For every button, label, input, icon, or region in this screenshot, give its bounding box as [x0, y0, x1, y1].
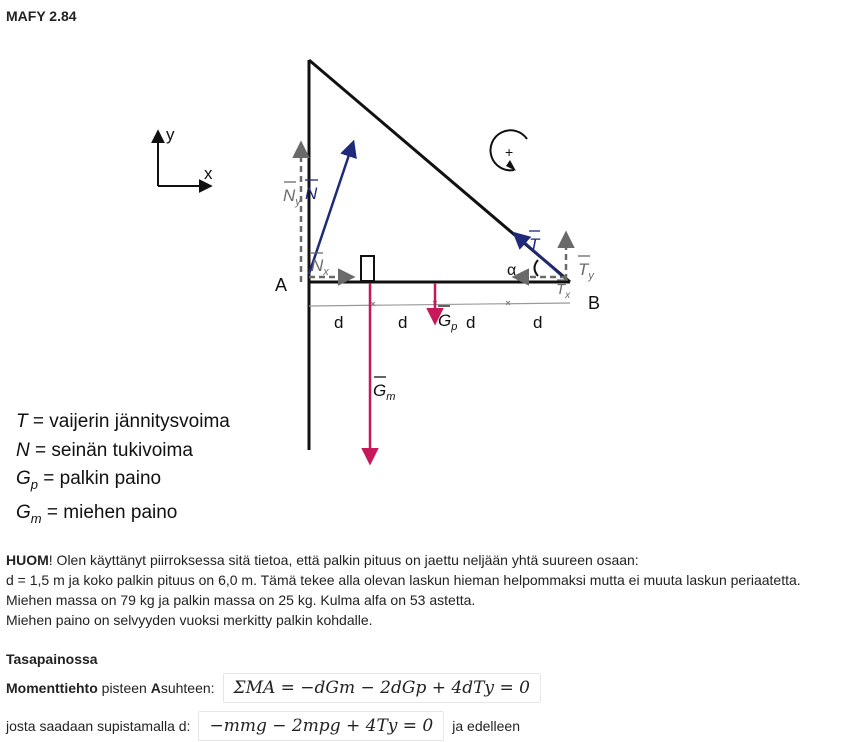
reduce-row: josta saadaan supistamalla d: −mmg − 2mpg + 4Ty = 0 ja edelleen — [6, 711, 520, 741]
svg-text:Ty — [578, 260, 595, 282]
legend-item-n: N = seinän tukivoima — [16, 439, 193, 461]
moment-row: Momenttiehto pisteen A suhteen: ΣMA = −dGm − 2dGp + 4dTy = 0 — [6, 673, 549, 703]
x-axis-label: x — [204, 164, 213, 183]
label-gp — [438, 306, 457, 333]
page-title: MAFY 2.84 — [6, 8, 77, 24]
note-line-4: Miehen paino on selvyyden vuoksi merkitty palkin kohdalle. — [6, 612, 373, 628]
label-ny-sub: y — [295, 196, 301, 208]
label-gp-sub: p — [451, 321, 458, 333]
label-nx — [311, 253, 329, 278]
distance-line — [309, 301, 570, 306]
label-gm — [373, 377, 395, 403]
legend-item-gp: $G_p$ = palkin paino — [16, 468, 162, 492]
label-gm-sub: m — [386, 391, 396, 403]
label-t-sym: T — [529, 235, 540, 254]
label-t — [529, 231, 541, 254]
y-axis-label: y — [166, 125, 175, 144]
svg-text:Tx — [556, 281, 571, 301]
label-n — [305, 180, 318, 203]
label-n-sym: N — [305, 184, 318, 203]
dist-label-2: d — [398, 313, 408, 332]
section-heading: Tasapainossa — [6, 651, 98, 667]
svg-text:Gm — [373, 381, 395, 403]
dist-label-3: d — [466, 313, 476, 332]
label-nx-sym: N — [311, 256, 324, 275]
force-n-arrow — [309, 143, 353, 274]
label-tx-sub: x — [565, 290, 571, 301]
label-ny-sym: N — [283, 186, 296, 205]
label-ty-sym: T — [578, 260, 589, 279]
label-nx-sub: x — [323, 266, 329, 278]
note-line-1: HUOM! Olen käyttänyt piirroksessa sitä tietoa, että palkin pituus on jaettu neljään yhtä suureen osaan: — [6, 552, 639, 568]
label-ty-sub: y — [588, 270, 594, 282]
label-ny — [283, 182, 302, 208]
rotation-direction-icon — [491, 130, 527, 171]
legend-item-gm: $G_m$ = miehen paino — [16, 502, 178, 527]
label-gm-sym: G — [373, 381, 387, 400]
rotation-plus-label: + — [505, 144, 514, 160]
svg-text:Nx — [311, 256, 329, 278]
legend-item-t: T = vaijerin jännitysvoima — [16, 411, 230, 432]
man-box — [361, 256, 374, 281]
legend — [16, 408, 230, 534]
label-ty — [578, 256, 595, 282]
note-line-2: d = 1,5 m ja koko palkin pituus on 6,0 m. Tämä tekee alla olevan laskun hieman helpommaksi mutta ei muuta laskun periaatetta. — [6, 572, 801, 588]
label-tx-sym: T — [556, 281, 566, 298]
alpha-label: α — [507, 262, 517, 279]
moment-equation: ΣMA = −dGm − 2dGp + 4dTy = 0 — [223, 673, 541, 703]
label-gp-sym: G — [438, 311, 452, 330]
point-b-label: B — [588, 293, 601, 313]
alpha-angle-arc — [535, 260, 539, 276]
svg-text:Gp — [438, 311, 457, 333]
reduced-equation: −mmg − 2mpg + 4Ty = 0 — [198, 711, 444, 741]
svg-text:Ny — [283, 186, 302, 208]
dist-label-4: d — [533, 313, 543, 332]
coordinate-axes — [158, 125, 213, 186]
note-line-3: Miehen massa on 79 kg ja palkin massa on 25 kg. Kulma alfa on 53 astetta. — [6, 592, 476, 608]
dist-label-1: d — [334, 313, 344, 332]
point-a-label: A — [275, 275, 288, 295]
note-block — [6, 550, 858, 630]
